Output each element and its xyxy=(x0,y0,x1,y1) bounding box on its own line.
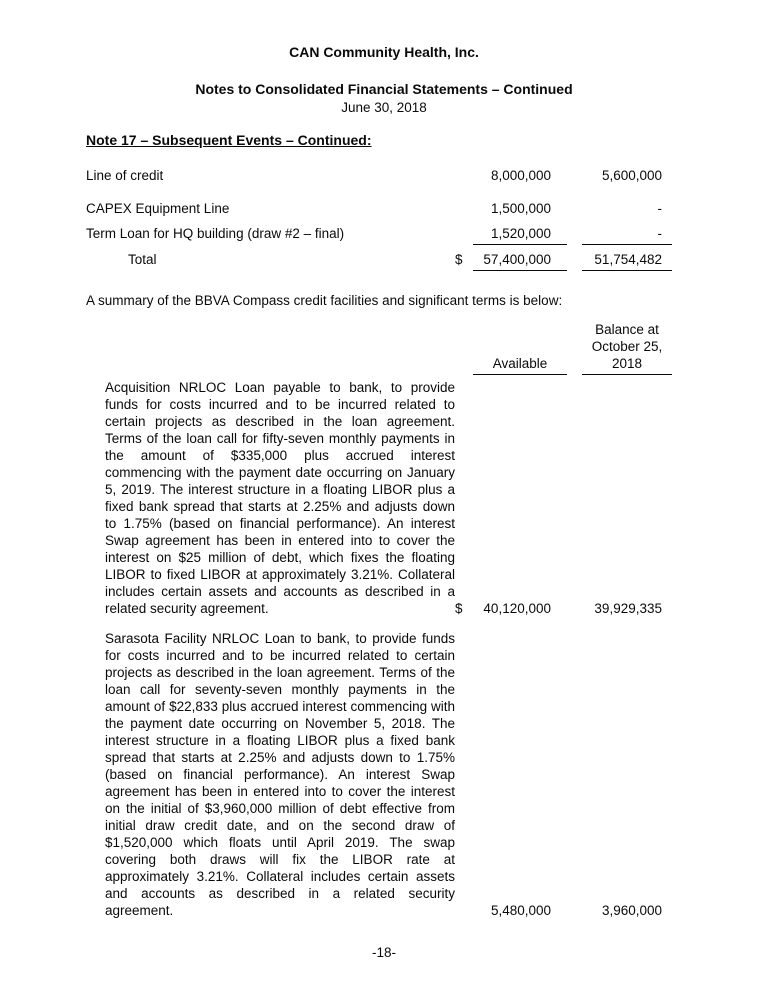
balance-amount: - xyxy=(657,201,662,216)
available-amount: 57,400,000 xyxy=(473,251,567,271)
available-amount: 8,000,000 xyxy=(490,168,551,183)
available-column-header: Available xyxy=(473,355,567,375)
balance-header-line3: 2018 xyxy=(611,356,643,371)
row-label: Line of credit xyxy=(86,168,164,183)
table-row xyxy=(86,167,672,184)
note-heading: Note 17 – Subsequent Events – Continued: xyxy=(86,132,372,148)
row-label: Term Loan for HQ building (draw #2 – final) xyxy=(86,226,345,241)
facility-description: Sarasota Facility NRLOC Loan to bank, to provide funds for costs incurred and to be incurred related to certain projects as described in the loan agreement. Terms of the loan call for seventy-seven monthly payments in the amount of $22,833 plus accrued interest commencing with the payment date occurring on November 5, 2018. The interest structure in a floating LIBOR plus a fixed bank spread that starts at 2.25% and adjusts down to 1.75% (based on financial performance). An interest Swap agreement has been in entered into to cover the interest on the initial of $3,960,000 million of debt effective from initial draw credit date, and on the second draw of $1,520,000 which floats until April 2019. The swap covering both draws will fix the LIBOR rate at approximately 3.21%. Collateral includes certain assets and accounts as described in a related security agreement. xyxy=(105,631,455,918)
table-row xyxy=(86,200,672,217)
facility-description: Acquisition NRLOC Loan payable to bank, to provide funds for costs incurred and to be incurred related to certain projects as described in the loan agreement. Terms of the loan call for fifty-seven monthly payments in the amount of $335,000 plus accrued interest commencing with the payment date occurring on January 5, 2019. The interest structure in a floating LIBOR plus a fixed bank spread that starts at 2.25% and adjusts down to 1.75% (based on financial performance). An interest Swap agreement has been in entered into to cover the interest on $25 million of debt, which fixes the floating LIBOR to fixed LIBOR at approximately 3.21%. Collateral includes certain assets and accounts as described in a related security agreement. xyxy=(105,380,455,616)
title-block xyxy=(0,81,768,116)
available-amount: 1,520,000 xyxy=(473,225,567,245)
balance-column-header xyxy=(582,321,672,375)
balance-amount: 51,754,482 xyxy=(582,251,672,271)
balance-amount: - xyxy=(582,225,672,245)
dollar-sign: $ xyxy=(455,252,463,267)
balance-amount: 3,960,000 xyxy=(601,903,662,918)
subsequent-events-table xyxy=(86,167,672,271)
available-amount: 40,120,000 xyxy=(483,601,551,616)
dollar-sign: $ xyxy=(455,601,463,616)
summary-intro: A summary of the BBVA Compass credit facilities and significant terms is below: xyxy=(86,293,563,308)
row-label: CAPEX Equipment Line xyxy=(86,201,230,216)
balance-header-line2: October 25, xyxy=(591,339,663,354)
document-title: Notes to Consolidated Financial Statements – Continued xyxy=(195,81,573,97)
company-name: CAN Community Health, Inc. xyxy=(289,44,479,60)
row-label: Total xyxy=(128,252,157,267)
balance-amount: 39,929,335 xyxy=(594,601,662,616)
available-amount: 1,500,000 xyxy=(490,201,551,216)
document-body xyxy=(86,132,672,919)
balance-header-line1: Balance at xyxy=(595,322,659,337)
document-date: June 30, 2018 xyxy=(341,100,427,115)
balance-amount: 5,600,000 xyxy=(601,168,662,183)
available-amount: 5,480,000 xyxy=(490,903,551,918)
facilities-column-headers xyxy=(86,321,672,375)
facility-row xyxy=(86,630,672,919)
facility-row xyxy=(86,379,672,617)
document-header xyxy=(0,0,768,116)
page-number: -18- xyxy=(371,945,396,960)
table-row xyxy=(86,225,672,245)
table-row-total xyxy=(86,251,672,271)
